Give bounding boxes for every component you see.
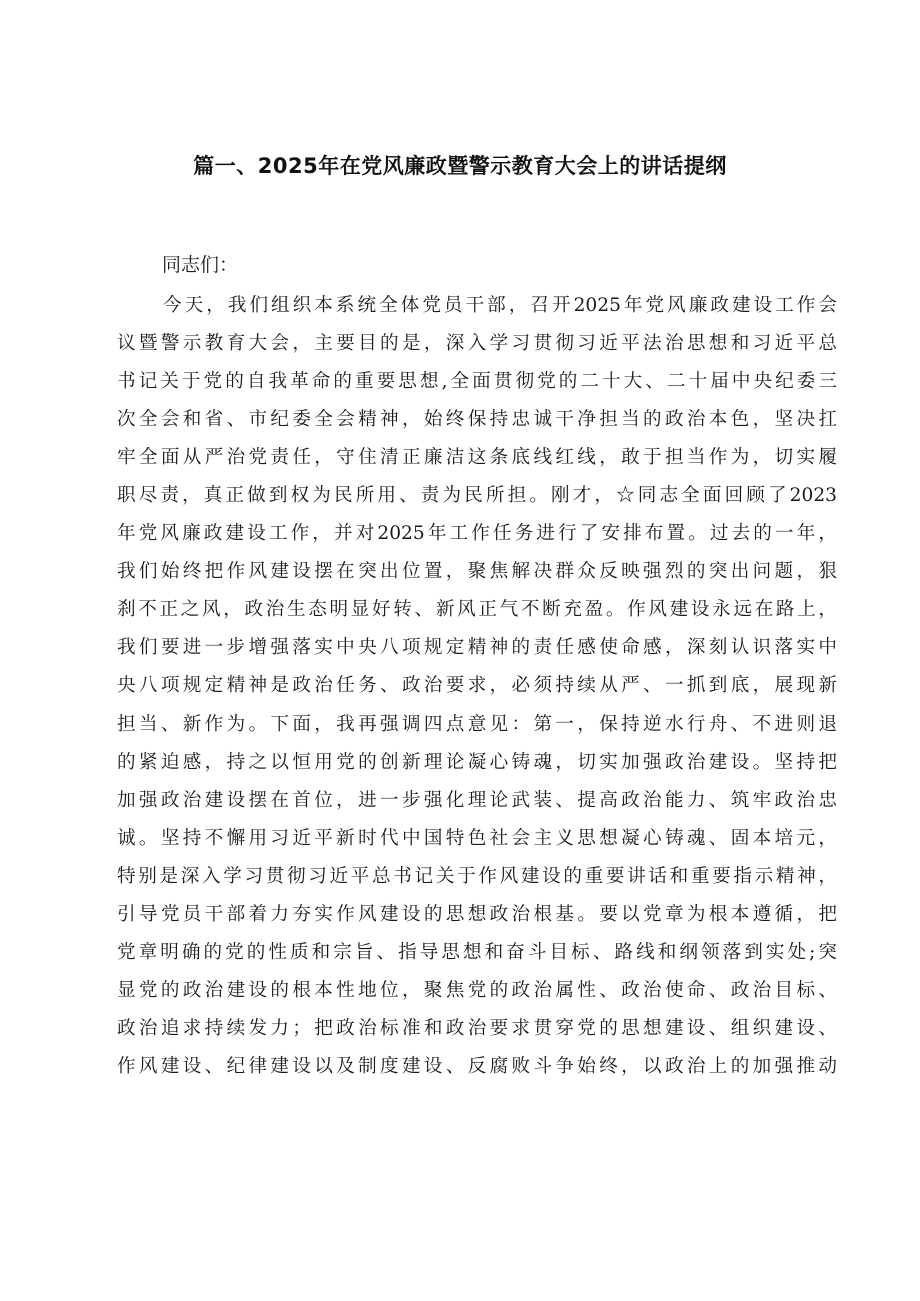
text-line: 作风建设、纪律建设以及制度建设、反腐败斗争始终，以政治上的加强推动 xyxy=(117,1055,837,1077)
text-line: 议暨警示教育大会，主要目的是，深入学习贯彻习近平法治思想和习近平总 xyxy=(117,333,837,355)
text-line: 牢全面从严治党责任，守住清正廉洁这条底线红线，敢于担当作为，切实履 xyxy=(117,447,837,469)
text-line: 刹不正之风，政治生态明显好转、新风正气不断充盈。作风建设永远在路上， xyxy=(117,599,837,621)
text-line: 的紧迫感，持之以恒用党的创新理论凝心铸魂，切实加强政治建设。坚持把 xyxy=(117,751,837,773)
text-line: 年党风廉政建设工作，并对2025年工作任务进行了安排布置。过去的一年， xyxy=(117,523,837,545)
text-line: 政治追求持续发力；把政治标准和政治要求贯穿党的思想建设、组织建设、 xyxy=(117,1017,837,1039)
text-line: 次全会和省、市纪委全会精神，始终保持忠诚干净担当的政治本色，坚决扛 xyxy=(117,409,837,431)
greeting: 同志们： xyxy=(162,254,239,276)
text-line: 担当、新作为。下面，我再强调四点意见：第一，保持逆水行舟、不进则退 xyxy=(117,713,837,735)
text-line: 特别是深入学习贯彻习近平总书记关于作风建设的重要讲话和重要指示精神， xyxy=(117,865,837,887)
text-line: 我们始终把作风建设摆在突出位置，聚焦解决群众反映强烈的突出问题，狠 xyxy=(117,561,837,583)
text-line: 加强政治建设摆在首位，进一步强化理论武装、提高政治能力、筑牢政治忠 xyxy=(117,789,837,811)
text-line: 引导党员干部着力夯实作风建设的思想政治根基。要以党章为根本遵循，把 xyxy=(117,903,837,925)
text-line: 央八项规定精神是政治任务、政治要求，必须持续从严、一抓到底，展现新 xyxy=(117,675,837,697)
text-line: 今天，我们组织本系统全体党员干部，召开2025年党风廉政建设工作会 xyxy=(163,295,837,316)
text-line: 我们要进一步增强落实中央八项规定精神的责任感使命感，深刻认识落实中 xyxy=(117,637,837,659)
text-line: 显党的政治建设的根本性地位，聚焦党的政治属性、政治使命、政治目标、 xyxy=(117,979,837,1001)
document-title: 篇一、2025年在党风廉政暨警示教育大会上的讲话提纲 xyxy=(193,154,727,178)
text-line: 诚。坚持不懈用习近平新时代中国特色社会主义思想凝心铸魂、固本培元， xyxy=(117,827,837,849)
text-line: 书记关于党的自我革命的重要思想,全面贯彻党的二十大、二十届中央纪委三 xyxy=(117,371,837,393)
text-line: 党章明确的党的性质和宗旨、指导思想和奋斗目标、路线和纲领落到实处;突 xyxy=(117,941,837,963)
text-line: 职尽责，真正做到权为民所用、责为民所担。刚才，☆同志全面回顾了2023 xyxy=(117,485,837,507)
body-paragraph xyxy=(117,287,837,1086)
